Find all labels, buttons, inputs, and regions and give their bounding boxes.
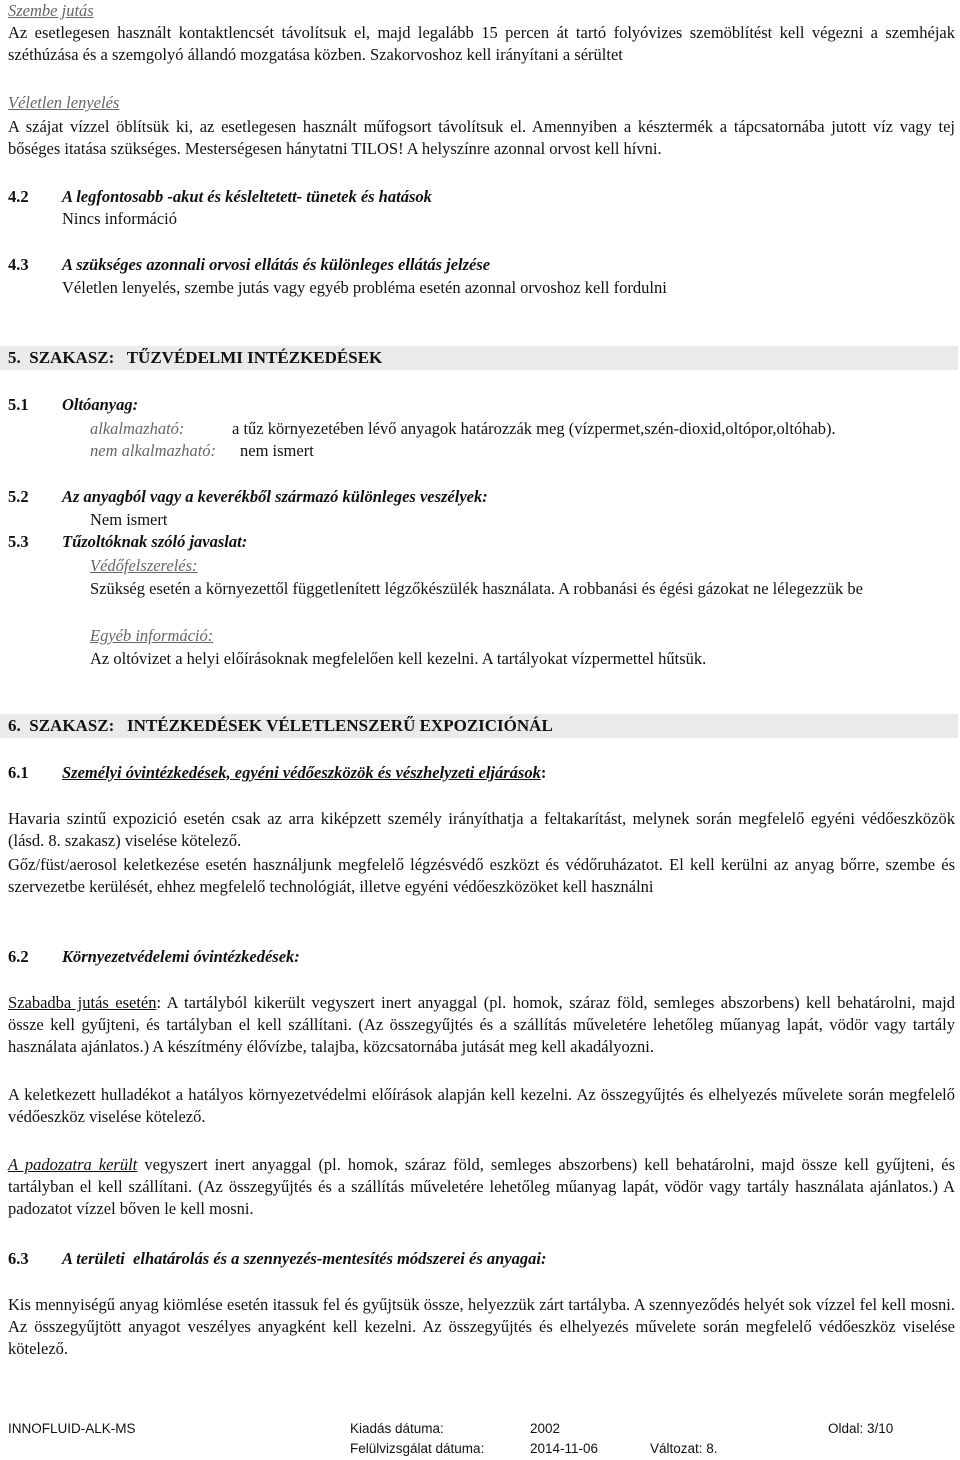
other-info-text: Az oltóvizet a helyi előírásoknak megfelelően kell kezelni. A tartályokat vízpermettel hűtsük. xyxy=(90,649,707,668)
floor-text: vegyszert inert anyaggal (pl. homok, száraz föld, semleges abszorbens) kell behatárolni, majd össze kell gyűjteni, és tartályban el kell szállítani. (Az összegyűjtés és a szállítás műveletére lehetőleg műanyag lapát, vödör vagy tartály használata ajánlatos.) A padozatot vízzel bőven le kell mosni. xyxy=(8,1155,955,1218)
section-6-3-number: 6.3 xyxy=(8,1249,29,1268)
section-5-2-title: Az anyagból vagy a keverékből származó különleges veszélyek: xyxy=(62,487,488,506)
eye-contact-text: Az esetlegesen használt kontaktlencsét távolítsuk el, majd legalább 15 percen át tartó folyóvizes szemöblítést kell végezni a szemhéjak széthúzása és a szemgolyó állandó mozgatása közben. Szakorvoshoz kell irányítani a sérültet xyxy=(8,23,955,64)
eye-contact-title: Szembe jutás xyxy=(8,1,94,20)
floor-label: A padozatra került xyxy=(8,1155,138,1174)
footer-review-label: Felülvizsgálat dátuma: xyxy=(350,1441,485,1456)
footer-review-value: 2014-11-06 xyxy=(530,1441,599,1456)
section-6-3-title: A területi elhatárolás és a szennyezés-mentesítés módszerei és anyagai: xyxy=(62,1249,547,1268)
section-4-3-text: Véletlen lenyelés, szembe jutás vagy egyéb probléma esetén azonnal orvoshoz kell fordulni xyxy=(62,278,667,297)
not-applicable-label: nem alkalmazható: xyxy=(90,441,217,460)
section-6-1-title-line xyxy=(62,762,546,784)
ppe-label: Védőfelszerelés: xyxy=(90,556,198,575)
applicable-text: a tűz környezetében lévő anyagok határozzák meg (vízpermet,szén-dioxid,oltópor,oltóhab). xyxy=(232,419,836,438)
section-4-2-text: Nincs információ xyxy=(62,209,178,228)
section-5-1-number: 5.1 xyxy=(8,395,29,414)
section-4-3-title: A szükséges azonnali orvosi ellátás és különleges ellátás jelzése xyxy=(62,255,491,274)
section-5-2-text: Nem ismert xyxy=(90,510,168,529)
section-4-3-number: 4.3 xyxy=(8,255,29,274)
section-6-1-paragraph-1: Havaria szintű expozició esetén csak az arra kiképzett személy irányíthatja a feltakarítást, melynek során megfelelő egyéni védőeszközök (lásd. 8. szakasz) viselése kötelező. xyxy=(8,809,955,850)
footer-page: Oldal: 3/10 xyxy=(828,1421,894,1436)
ingestion-title: Véletlen lenyelés xyxy=(8,93,120,112)
ppe-text: Szükség esetén a környezettől függetlenített légzőkészülék használata. A robbanási és égési gázokat ne lélegezzük be xyxy=(90,579,863,598)
section-6-2-title: Környezetvédelemi óvintézkedések: xyxy=(62,947,300,966)
section-6-2-number: 6.2 xyxy=(8,947,29,966)
section-5-1-title: Oltóanyag: xyxy=(62,395,139,414)
other-info-label: Egyéb információ: xyxy=(90,626,214,645)
applicable-label: alkalmazható: xyxy=(90,419,185,438)
section-5-2-number: 5.2 xyxy=(8,487,29,506)
footer-issue-label: Kiadás dátuma: xyxy=(350,1421,444,1436)
section-4-2-number: 4.2 xyxy=(8,187,29,206)
release-paragraph xyxy=(8,992,955,1058)
floor-paragraph xyxy=(8,1154,955,1220)
section-5-3-number: 5.3 xyxy=(8,532,29,551)
section-5-heading: 5. SZAKASZ: TŰZVÉDELMI INTÉZKEDÉSEK xyxy=(8,348,383,367)
section-6-1-title: Személyi óvintézkedések, egyéni védőeszközök és vészhelyzeti eljárások xyxy=(62,763,541,782)
footer-product: INNOFLUID-ALK-MS xyxy=(8,1421,136,1436)
section-6-1-number: 6.1 xyxy=(8,763,29,782)
waste-paragraph: A keletkezett hulladékot a hatályos környezetvédelmi előírások alapján kell kezelni. Az összegyűjtés és elhelyezés művelete során megfelelő védőeszköz viselése kötelező. xyxy=(8,1085,955,1126)
footer-issue-value: 2002 xyxy=(530,1421,561,1436)
section-5-3-title: Tűzoltóknak szóló javaslat: xyxy=(62,532,248,551)
section-6-heading: 6. SZAKASZ: INTÉZKEDÉSEK VÉLETLENSZERŰ EXPOZICIÓNÁL xyxy=(8,716,553,735)
ingestion-text: A szájat vízzel öblítsük ki, az esetlegesen használt műfogsort távolítsuk el. Amennyiben a késztermék a tápcsatornába jutott víz vagy tej bőséges itatása szükséges. Mesterségesen hánytatni TILOS! A helyszínre azonnal orvost kell hívni. xyxy=(8,117,955,158)
footer-version: Változat: 8. xyxy=(650,1441,718,1456)
section-6-3-text: Kis mennyiségű anyag kiömlése esetén itassuk fel és gyűjtsük össze, helyezzük zárt tartályba. A szennyeződés helyét sok vízzel fel kell mosni. Az összegyűjtött anyagot veszélyes anyagként kell kezelni. Az összegyűjtés és elhelyezés művelete során megfelelő védőeszköz viselése kötelező. xyxy=(8,1295,955,1358)
section-6-1-paragraph-2: Gőz/füst/aerosol keletkezése esetén használjunk megfelelő légzésvédő eszközt és védőruházatot. El kell kerülni az anyag bőrre, szembe és szervezetbe kerülését, ehhez megfelelő technológiát, illetve egyéni védőeszközöket kell használni xyxy=(8,855,955,896)
not-applicable-text: nem ismert xyxy=(240,441,314,460)
release-label: Szabadba jutás esetén xyxy=(8,993,157,1012)
section-4-2-title: A legfontosabb -akut és késleltetett- tünetek és hatások xyxy=(62,187,432,206)
section-6-1-colon: : xyxy=(540,763,547,782)
release-text: : A tartályból kikerült vegyszert inert anyaggal (pl. homok, száraz föld, semleges abszorbens) kell behatárolni, majd össze kell gyűjteni, és tartályban el kell szállítani. (Az összegyűjtés és a szállítás műveletére lehetőleg műanyag lapát, vödör vagy tartály használata ajánlatos.) A készítmény élővízbe, talajba, közcsatornába jutását meg kell akadályozni. xyxy=(8,993,956,1056)
